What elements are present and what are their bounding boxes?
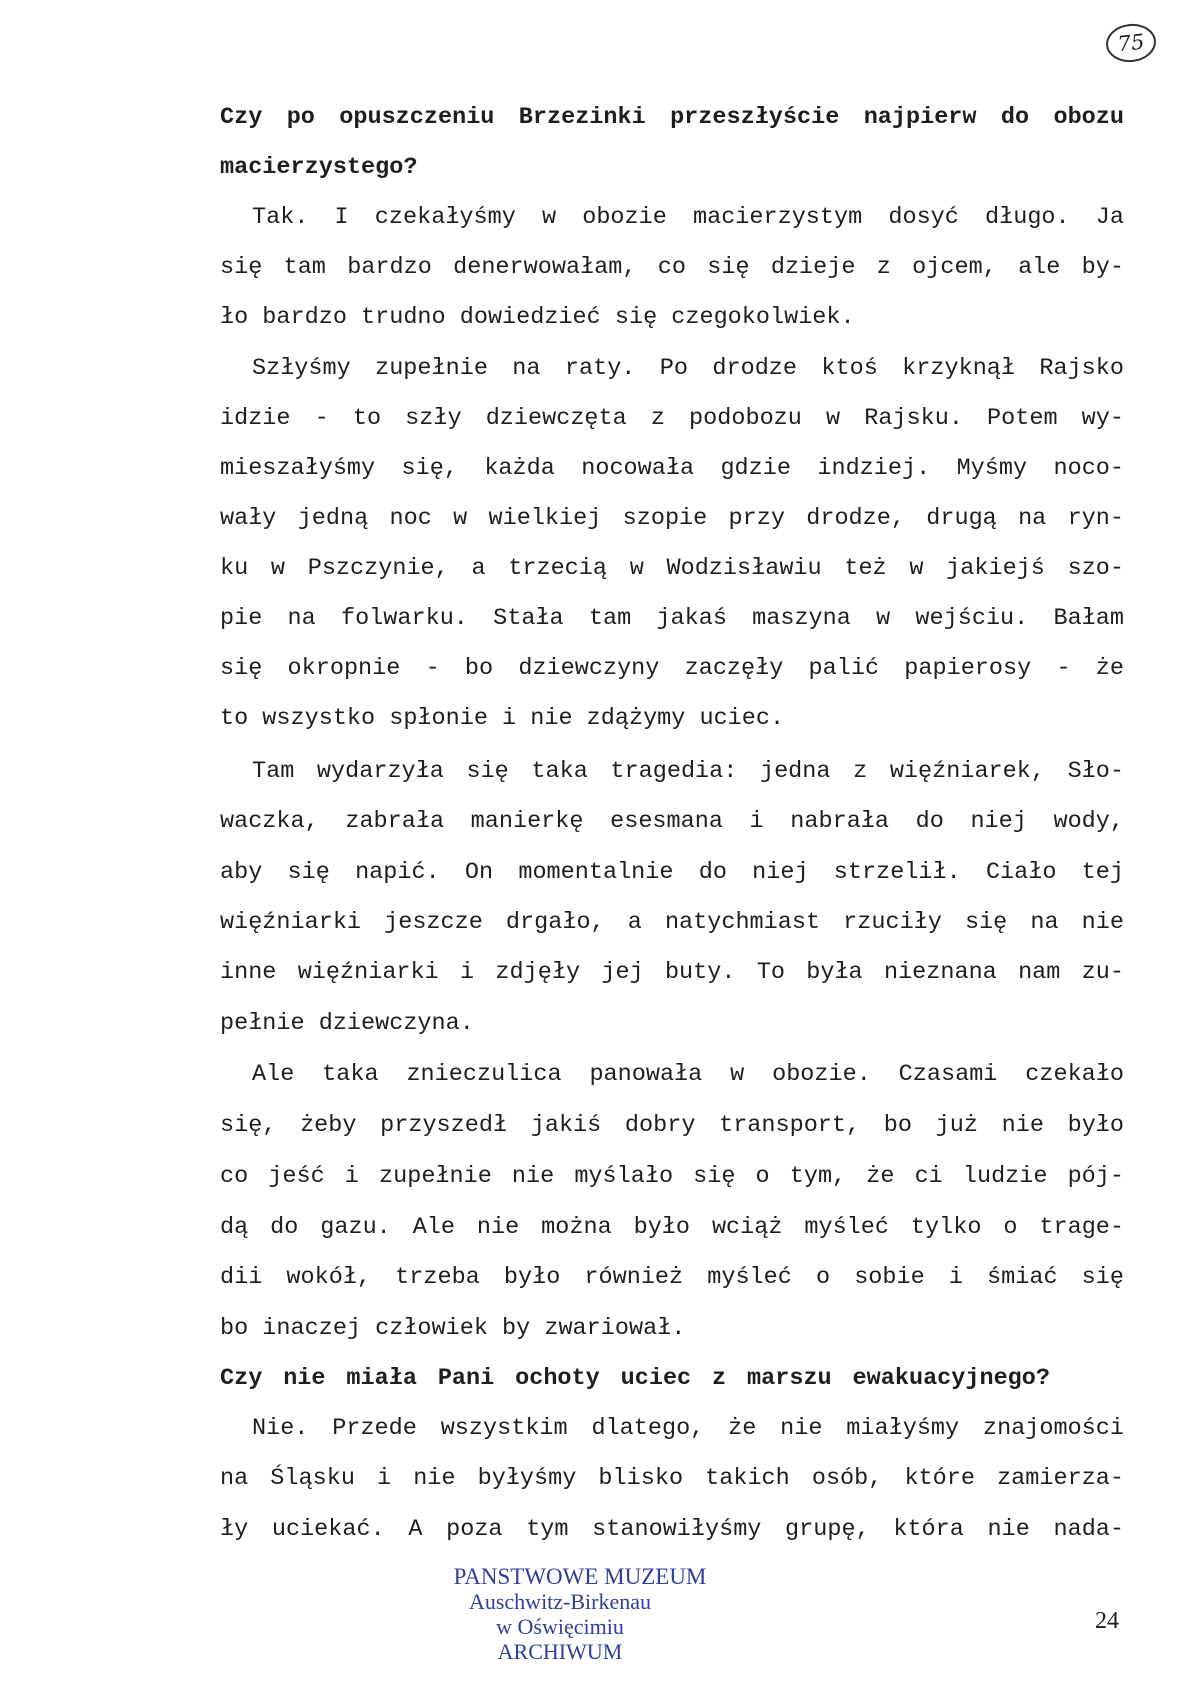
archive-stamp — [410, 1564, 750, 1664]
answer-line: bo inaczej człowiek by zwariował. — [220, 1315, 686, 1342]
answer-line: mieszałyśmy się, każda nocowała gdzie indziej. Myśmy noco- — [220, 455, 1124, 482]
stamp-line: ARCHIWUM — [497, 1639, 623, 1664]
page-mark-annotation — [1104, 21, 1158, 64]
answer-line: wały jedną noc w wielkiej szopie przy drodze, drugą na ryn- — [220, 505, 1124, 532]
question-line: Czy nie miała Pani ochoty uciec z marszu ewakuacyjnego? — [220, 1365, 1050, 1392]
stamp-line: w Oświęcimiu — [496, 1614, 624, 1639]
stamp-line: PANSTWOWE MUZEUM — [453, 1564, 707, 1589]
answer-line: dą do gazu. Ale nie można było wciąż myśleć tylko o trage- — [220, 1214, 1124, 1241]
answer-line: ło bardzo trudno dowiedzieć się czegokolwiek. — [220, 304, 855, 331]
answer-line: ku w Pszczynie, a trzecią w Wodzisławiu też w jakiejś szo- — [220, 555, 1124, 582]
answer-line: Ale taka znieczulica panowała w obozie. Czasami czekało — [252, 1061, 1124, 1088]
answer-line: pełnie dziewczyna. — [220, 1010, 474, 1037]
answer-line: aby się napić. On momentalnie do niej strzelił. Ciało tej — [220, 859, 1124, 886]
answer-line: się tam bardzo denerwowałam, co się dzieje z ojcem, ale by- — [220, 254, 1124, 281]
answer-line: Nie. Przede wszystkim dlatego, że nie miałyśmy znajomości — [252, 1415, 1124, 1442]
answer-line: Tak. I czekałyśmy w obozie macierzystym dosyć długo. Ja — [252, 204, 1124, 231]
answer-line: waczka, zabrała manierkę esesmana i nabrała do niej wody, — [220, 808, 1124, 835]
answer-line: Tam wydarzyła się taka tragedia: jedna z więźniarek, Sło- — [252, 758, 1124, 785]
answer-line: co jeść i zupełnie nie myślało się o tym, że ci ludzie pój- — [220, 1163, 1124, 1190]
answer-line: się, żeby przyszedł jakiś dobry transport, bo już nie było — [220, 1112, 1124, 1139]
stamp-line: Auschwitz-Birkenau — [468, 1589, 652, 1614]
page-number: 24 — [1095, 1608, 1119, 1634]
question-line: macierzystego? — [220, 154, 418, 181]
answer-line: idzie - to szły dziewczęta z podobozu w Rajsku. Potem wy- — [220, 405, 1124, 432]
answer-line: na Śląsku i nie byłyśmy blisko takich osób, które zamierza- — [220, 1465, 1124, 1492]
question-line: Czy po opuszczeniu Brzezinki przeszłyście najpierw do obozu — [220, 104, 1124, 131]
answer-line: inne więźniarki i zdjęły jej buty. To była nieznana nam zu- — [220, 959, 1124, 986]
answer-line: się okropnie - bo dziewczyny zaczęły palić papierosy - że — [220, 655, 1124, 682]
page-mark-text: 75 — [1116, 29, 1146, 57]
answer-line: ły uciekać. A poza tym stanowiłyśmy grupę, która nie nada- — [220, 1516, 1124, 1543]
answer-line: pie na folwarku. Stała tam jakaś maszyna w wejściu. Bałam — [220, 605, 1124, 632]
answer-line: Szłyśmy zupełnie na raty. Po drodze ktoś krzyknął Rajsko — [252, 355, 1124, 382]
answer-line: to wszystko spłonie i nie zdążymy uciec. — [220, 705, 785, 732]
answer-line: dii wokół, trzeba było również myśleć o sobie i śmiać się — [220, 1264, 1124, 1291]
answer-line: więźniarki jeszcze drgało, a natychmiast rzuciły się na nie — [220, 909, 1124, 936]
